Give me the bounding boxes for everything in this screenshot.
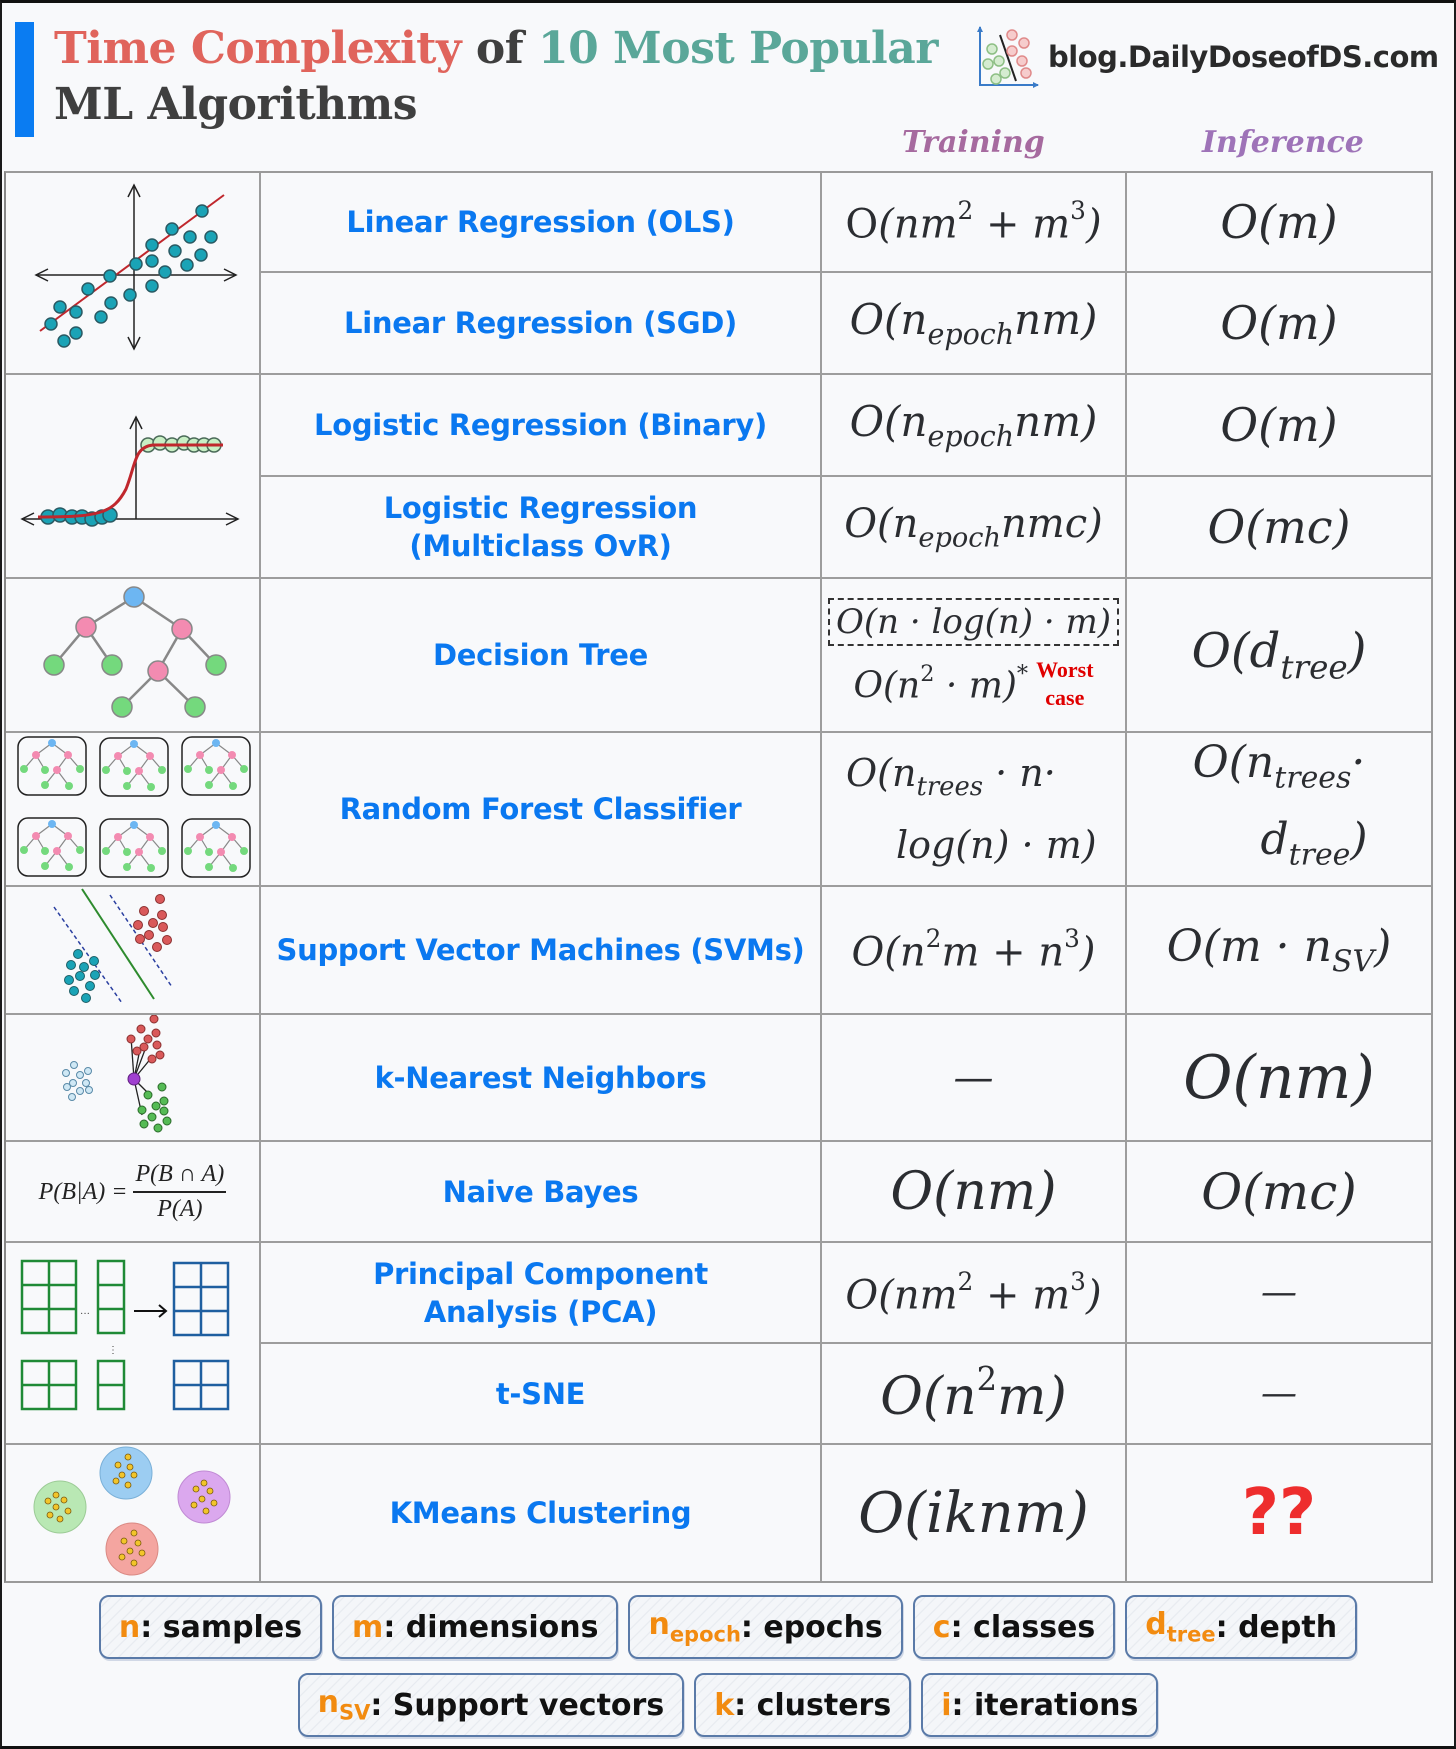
brand-url[interactable]: blog.DailyDoseofDS.com (1048, 40, 1439, 74)
infographic (2, 3, 1454, 1746)
inference-complexity: O(m) (1220, 195, 1338, 249)
training-complexity: $O(n_{epoch}nmc)$ (844, 500, 1103, 554)
legend-chip-iterations: i : iterations (921, 1673, 1158, 1737)
legend-chip-samples: n : samples (99, 1595, 322, 1659)
legend-chip-dimensions: m : dimensions (332, 1595, 618, 1659)
brand (972, 23, 1439, 91)
training-complexity (822, 579, 1125, 731)
algorithm-name: KMeans Clustering (389, 1496, 692, 1530)
training-complexity: — (953, 1054, 994, 1101)
training-complexity: $O(n^2m + n^3)$ (851, 924, 1096, 976)
inference-complexity: O(m) (1220, 398, 1338, 452)
training-complexity: $O(n^2m)$ (880, 1359, 1067, 1428)
legend-row-1 (2, 1595, 1454, 1659)
algorithm-name: Logistic Regression (Binary) (314, 408, 767, 442)
bayes-formula: P(B|A) = $\frac{P(B \cap A)}{P(A)}$ (38, 1161, 225, 1222)
column-header-inference: Inference (1202, 125, 1364, 160)
training-worst: $O(n^2 \cdot m)^*$ (853, 661, 1029, 707)
column-header-training: Training (902, 125, 1045, 160)
title-time-complexity: Time Complexity (54, 23, 462, 74)
algorithm-name: Linear Regression (OLS) (346, 205, 735, 239)
legend-chip-clusters: k : clusters (694, 1673, 911, 1737)
kmeans-clusters-icon (26, 1445, 246, 1579)
algorithm-name: Logistic Regression (Multiclass OvR) (383, 491, 698, 563)
worst-case-note: Worst case (1036, 657, 1094, 710)
inference-complexity: $O(d_{tree})$ (1191, 623, 1367, 687)
decision-tree-icon (38, 581, 228, 729)
page-title: Time Complexity of 10 Most Popular ML Algorithms (54, 21, 938, 133)
title-line2: ML Algorithms (54, 79, 417, 130)
accent-bar (15, 22, 34, 137)
algorithm-name: k-Nearest Neighbors (374, 1060, 707, 1095)
algorithm-name: Linear Regression (SGD) (344, 306, 737, 340)
inference-complexity: — (1261, 1373, 1297, 1414)
inference-complexity: — (1261, 1272, 1297, 1313)
algorithm-name: Naive Bayes (442, 1174, 639, 1209)
legend-row-2 (2, 1673, 1454, 1737)
training-complexity: $O(nm^2 + m^3)$ (845, 1266, 1102, 1319)
inference-complexity: O(nm) (1183, 1042, 1375, 1113)
inference-unknown: ?? (1241, 1476, 1317, 1550)
knn-neighbors-icon (36, 1015, 226, 1139)
training-complexity: O(iknm) (858, 1480, 1089, 1546)
algorithm-name: t-SNE (495, 1376, 586, 1411)
training-typical: O(n · log(n) · m) (828, 598, 1119, 646)
svm-margin-icon (36, 887, 226, 1011)
algorithm-name: Support Vector Machines (SVMs) (276, 933, 805, 967)
title-10-most-popular: 10 Most Popular (537, 23, 938, 74)
svg-text:⋮: ⋮ (108, 1345, 118, 1356)
inference-complexity: O(mc) (1207, 500, 1351, 554)
algorithm-name: Random Forest Classifier (339, 792, 742, 826)
inference-complexity: $O(n_{trees}\cdot$ $d_{tree}$) (1192, 736, 1368, 873)
sigmoid-curve-icon (18, 409, 248, 549)
legend-chip-classes: c : classes (913, 1595, 1115, 1659)
training-complexity: $O(n_{epoch}nm)$ (849, 397, 1098, 453)
training-complexity: $O(n_{epoch}nm)$ (849, 295, 1098, 351)
training-complexity: $O(nm^2 + m^3)$ (845, 196, 1102, 248)
inference-complexity: O(m) (1220, 296, 1338, 350)
random-forest-icon (14, 733, 254, 883)
legend-chip-epochs: $n_{epoch}$ : epochs (628, 1595, 902, 1659)
inference-complexity: O(mc) (1201, 1162, 1357, 1221)
svg-text:···: ··· (80, 1309, 90, 1320)
complexity-table (4, 171, 1433, 1583)
training-complexity: $O(n_{trees} \cdot n\cdot$ log(n) · m) (846, 750, 1097, 868)
algorithm-name: Principal Component Analysis (PCA) (373, 1256, 708, 1329)
inference-complexity: $O(m \cdot n_{SV})$ (1166, 920, 1392, 980)
algorithm-name: Decision Tree (432, 638, 649, 672)
legend-chip-depth: $d_{tree}$ : depth (1125, 1595, 1357, 1659)
dimensionality-reduction-icon (16, 1259, 256, 1429)
brand-logo-icon (972, 23, 1040, 91)
legend-chip-support-vectors: $n_{SV}$ : Support vectors (298, 1673, 685, 1737)
linear-regression-scatter-icon (26, 179, 246, 369)
training-complexity: O(nm) (890, 1161, 1057, 1222)
